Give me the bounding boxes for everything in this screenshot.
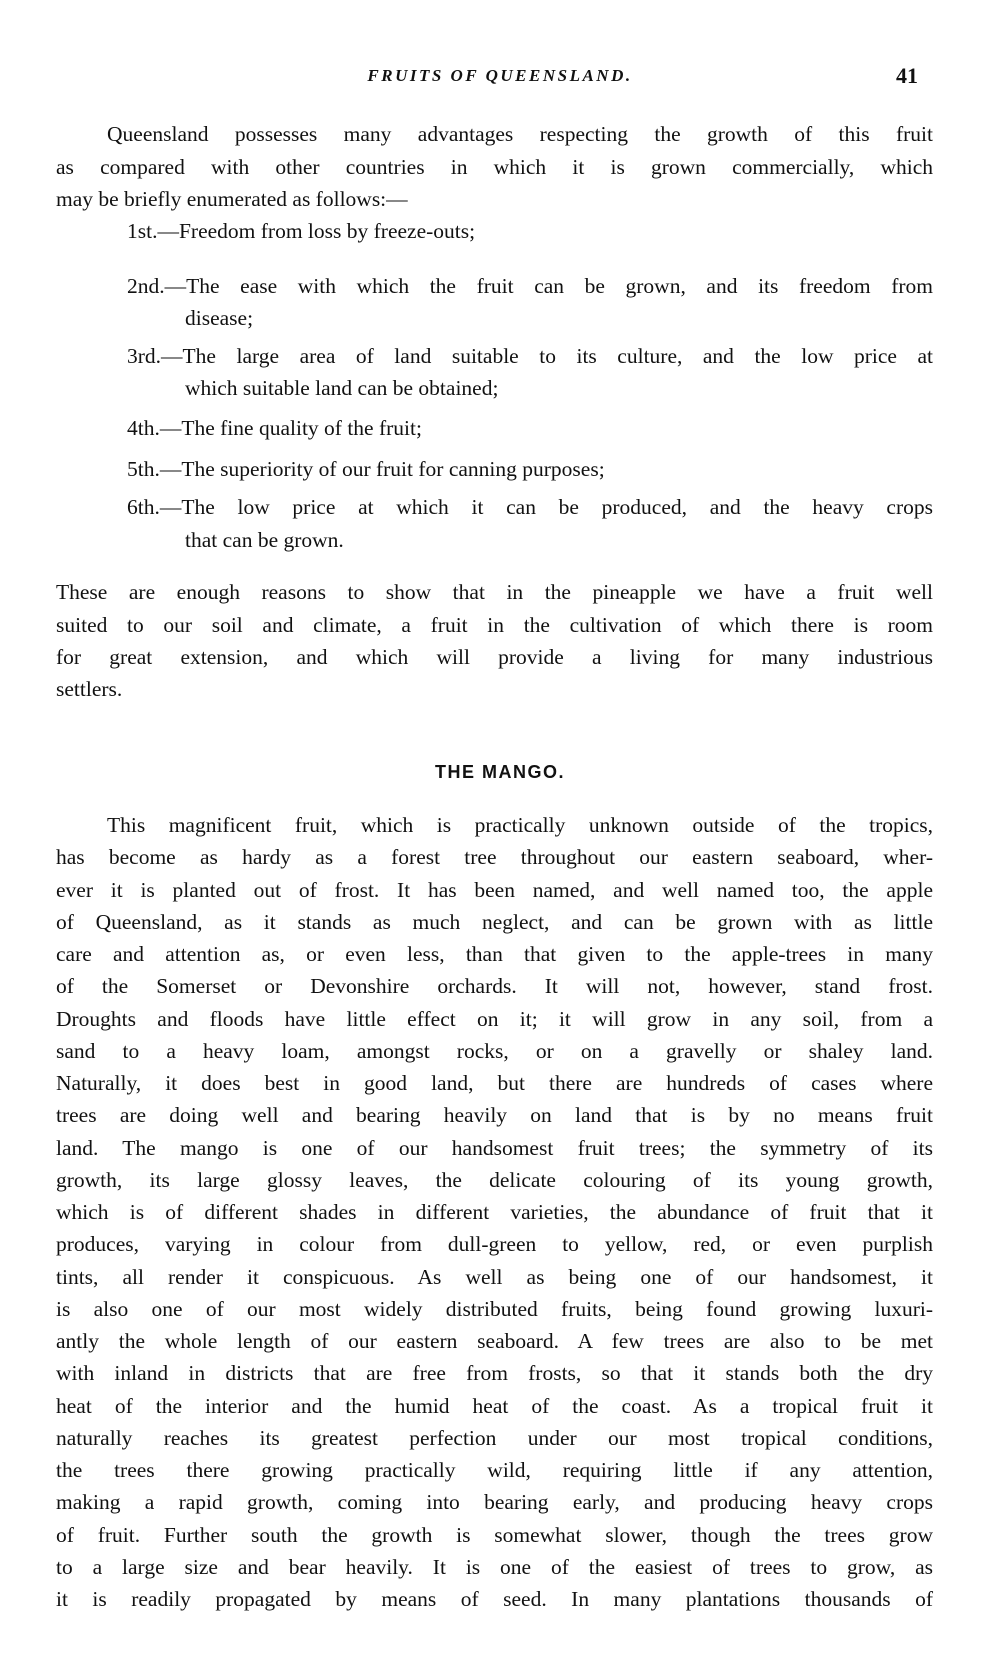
text-line: suited to our soil and climate, a fruit in the cultivation of which there is room [56, 613, 933, 637]
text-line: to a large size and bear heavily. It is one of the easiest of trees to grow, as [56, 1554, 933, 1579]
text-line: tints, all render it conspicuous. As well as being one of our handsomest, it [56, 1264, 933, 1289]
list-item-line: 2nd.—The ease with which the fruit can be grown, and its freedom from [127, 274, 933, 298]
text-line: settlers. [56, 677, 123, 701]
text-line: of Queensland, as it stands as much neglect, and can be grown with as little [56, 909, 933, 934]
list-item-line: disease; [185, 306, 254, 330]
list-item-line: 6th.—The low price at which it can be produced, and the heavy crops [127, 495, 933, 519]
page-header [0, 60, 1000, 92]
text-line: land. The mango is one of our handsomest fruit trees; the symmetry of its [56, 1135, 933, 1160]
text-line: of the Somerset or Devonshire orchards. It will not, however, stand frost. [56, 974, 933, 999]
text-line: with inland in districts that are free from frosts, so that it stands both the dry [56, 1361, 933, 1386]
text-line: of fruit. Further south the growth is somewhat slower, though the trees grow [56, 1522, 933, 1547]
list-item-line: which suitable land can be obtained; [185, 376, 499, 400]
text-line: naturally reaches its greatest perfection under our most tropical conditions, [56, 1425, 933, 1450]
text-line: as compared with other countries in which it is grown commercially, which [56, 155, 933, 179]
text-line: for great extension, and which will provide a living for many industrious [56, 645, 933, 669]
text-line: trees are doing well and bearing heavily on land that is by no means fruit [56, 1103, 933, 1128]
text-line: produces, varying in colour from dull-green to yellow, red, or even purplish [56, 1232, 933, 1257]
list-item-line: 5th.—The superiority of our fruit for canning purposes; [127, 457, 605, 481]
text-line: growth, its large glossy leaves, the delicate colouring of its young growth, [56, 1167, 933, 1192]
list-item-line: 1st.—Freedom from loss by freeze-outs; [127, 219, 476, 243]
text-line: This magnificent fruit, which is practically unknown outside of the tropics, [107, 813, 933, 837]
text-line: care and attention as, or even less, than that given to the apple-trees in many [56, 942, 933, 966]
text-line: has become as hardy as a forest tree throughout our eastern seaboard, wher- [56, 845, 933, 870]
text-line: ever it is planted out of frost. It has been named, and well named too, the apple [56, 877, 933, 902]
text-line: is also one of our most widely distributed fruits, being found growing luxuri- [56, 1296, 933, 1321]
text-line: Queensland possesses many advantages respecting the growth of this fruit [107, 122, 933, 146]
text-line: Droughts and floods have little effect on it; it will grow in any soil, from a [56, 1006, 933, 1031]
page-number: 41 [896, 63, 918, 88]
text-line: making a rapid growth, coming into bearing early, and producing heavy crops [56, 1490, 933, 1515]
text-line: sand to a heavy loam, amongst rocks, or on a gravelly or shaley land. [56, 1038, 933, 1063]
text-line: antly the whole length of our eastern seaboard. A few trees are also to be met [56, 1329, 933, 1353]
running-title: FRUITS OF QUEENSLAND. [367, 66, 633, 85]
text-line: heat of the interior and the humid heat of the coast. As a tropical fruit it [56, 1393, 933, 1418]
list-item-line: 3rd.—The large area of land suitable to its culture, and the low price at [127, 344, 933, 368]
section-heading: THE MANGO. [435, 762, 565, 782]
text-line: These are enough reasons to show that in the pineapple we have a fruit well [56, 580, 933, 604]
list-item-line: 4th.—The fine quality of the fruit; [127, 416, 422, 440]
text-line: it is readily propagated by means of seed. In many plantations thousands of [56, 1587, 933, 1611]
text-line: may be briefly enumerated as follows:— [56, 187, 408, 211]
text-line: the trees there growing practically wild, requiring little if any attention, [56, 1458, 933, 1482]
text-line: which is of different shades in different varieties, the abundance of fruit that it [56, 1200, 933, 1224]
list-item-line: that can be grown. [185, 528, 344, 552]
text-line: Naturally, it does best in good land, but there are hundreds of cases where [56, 1071, 933, 1095]
